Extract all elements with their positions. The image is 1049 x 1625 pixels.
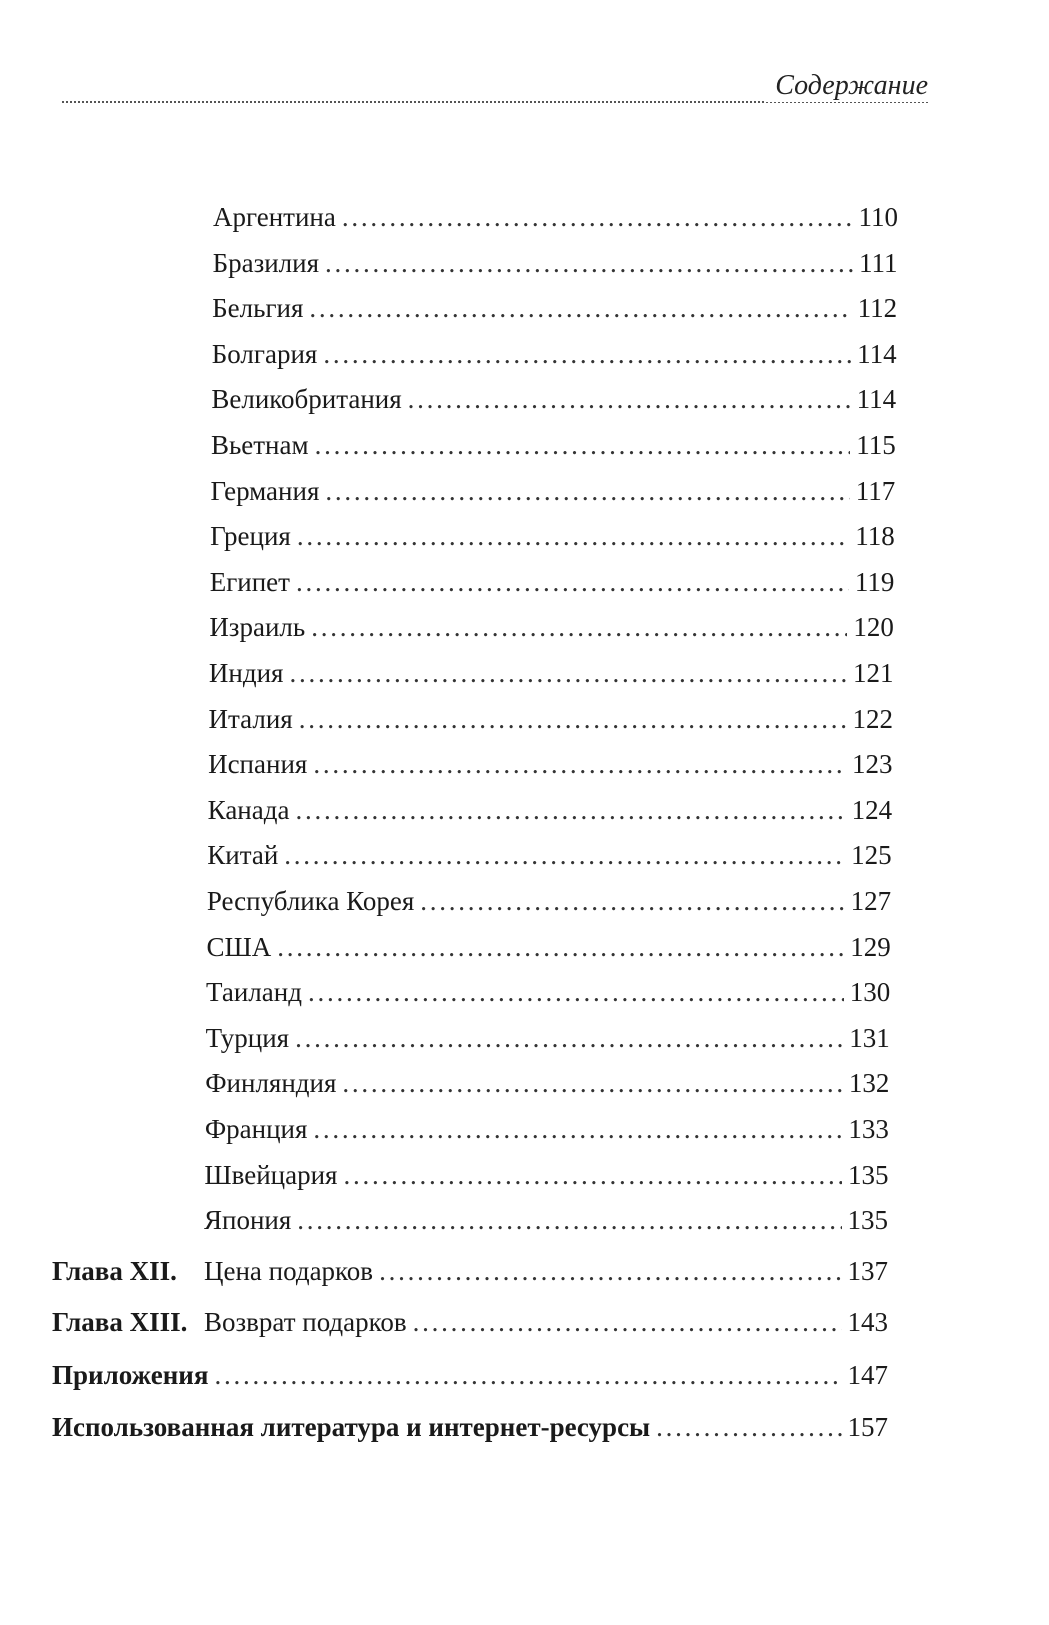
entry-title: Израиль bbox=[209, 612, 306, 643]
entry-page-number: 115 bbox=[856, 430, 896, 460]
leader-dots bbox=[295, 793, 845, 827]
entry-title: Италия bbox=[208, 703, 293, 734]
toc-entry-country bbox=[211, 382, 896, 416]
entry-title: Вьетнам bbox=[210, 430, 309, 460]
entry-page-number: 120 bbox=[853, 612, 894, 643]
toc-entry-country bbox=[204, 1203, 888, 1237]
entry-page-number: 119 bbox=[854, 566, 895, 597]
leader-dots bbox=[308, 975, 844, 1009]
entry-page-number: 143 bbox=[847, 1307, 888, 1337]
leader-dots bbox=[379, 1254, 841, 1288]
entry-title: Швейцария bbox=[204, 1159, 338, 1190]
leader-dots bbox=[296, 565, 849, 599]
leader-dots bbox=[289, 656, 846, 690]
toc-entry-country bbox=[212, 337, 897, 371]
toc-entry-country bbox=[205, 1066, 889, 1100]
leader-dots bbox=[309, 291, 851, 325]
entry-title: Турция bbox=[205, 1022, 290, 1053]
entry-page-number: 137 bbox=[847, 1256, 888, 1286]
toc-entry-country bbox=[213, 246, 898, 280]
entry-page-number: 127 bbox=[850, 886, 892, 916]
entry-page-number: 114 bbox=[856, 384, 897, 415]
entry-title: Франция bbox=[204, 1114, 308, 1144]
entry-page-number: 135 bbox=[847, 1205, 888, 1236]
leader-dots bbox=[325, 474, 849, 508]
entry-title: Испания bbox=[208, 749, 308, 780]
entry-title: Приложения bbox=[52, 1360, 209, 1390]
entry-page-number: 132 bbox=[848, 1068, 890, 1099]
entry-page-number: 129 bbox=[850, 931, 891, 962]
leader-dots bbox=[284, 838, 845, 872]
entry-title: США bbox=[206, 931, 272, 962]
leader-dots bbox=[277, 930, 844, 964]
toc-entry-country bbox=[209, 702, 894, 736]
toc-entry-country bbox=[213, 200, 898, 234]
entry-page-number: 125 bbox=[851, 840, 892, 871]
leader-dots bbox=[297, 519, 849, 553]
entry-title: Германия bbox=[210, 475, 320, 506]
entry-title: Индия bbox=[208, 658, 284, 688]
toc-entry-country bbox=[206, 975, 890, 1009]
toc-entry-country bbox=[207, 884, 891, 918]
entry-page-number: 111 bbox=[859, 247, 898, 278]
entry-page-number: 110 bbox=[858, 202, 898, 232]
entry-page-number: 122 bbox=[852, 703, 893, 734]
toc-entry-country bbox=[211, 428, 896, 462]
leader-dots bbox=[311, 610, 847, 644]
entry-title: Республика Корея bbox=[206, 886, 415, 916]
entry-page-number: 121 bbox=[852, 658, 894, 688]
toc-entry-country bbox=[209, 656, 894, 690]
toc-entry-country bbox=[211, 474, 896, 508]
leader-dots bbox=[299, 702, 847, 736]
entry-page-number: 131 bbox=[849, 1022, 890, 1053]
chapter-prefix: Глава XIII. bbox=[52, 1307, 188, 1337]
entry-title: Цена подарков bbox=[204, 1256, 374, 1286]
entry-page-number: 118 bbox=[855, 521, 895, 552]
entry-title: Япония bbox=[204, 1205, 292, 1236]
leader-dots bbox=[313, 747, 846, 781]
leader-dots bbox=[413, 1305, 842, 1339]
toc-entry-country bbox=[210, 519, 895, 553]
entry-page-number: 130 bbox=[849, 977, 891, 1008]
entry-page-number: 123 bbox=[852, 749, 893, 780]
toc-entry-country bbox=[205, 1112, 889, 1146]
entry-title: Использованная литература и интернет-ресурсы bbox=[52, 1412, 651, 1442]
leader-dots bbox=[343, 1158, 841, 1192]
entry-page-number: 135 bbox=[847, 1159, 889, 1190]
toc-entry-country bbox=[206, 930, 890, 964]
leader-dots bbox=[315, 428, 851, 462]
entry-title: Бельгия bbox=[212, 293, 304, 324]
leader-dots bbox=[323, 337, 851, 371]
entry-page-number: 114 bbox=[857, 338, 897, 369]
toc-entry-country bbox=[208, 793, 892, 827]
running-head bbox=[62, 70, 928, 110]
entry-title: Канада bbox=[207, 794, 290, 825]
leader-dots bbox=[342, 1066, 842, 1100]
toc-entry-country bbox=[207, 838, 891, 872]
entry-title: Египет bbox=[209, 566, 290, 597]
toc-entry-country bbox=[208, 747, 892, 781]
toc-entry-country bbox=[210, 565, 895, 599]
entry-page-number: 147 bbox=[847, 1360, 888, 1390]
entry-title: Таиланд bbox=[206, 977, 302, 1008]
chapter-prefix: Глава XII. bbox=[52, 1256, 177, 1286]
toc-entry-chapter bbox=[52, 1305, 888, 1339]
running-title: Содержание bbox=[765, 70, 928, 102]
entry-title: Бразилия bbox=[212, 247, 320, 278]
toc-entry-country bbox=[212, 291, 897, 325]
leader-dots bbox=[408, 382, 851, 416]
entry-page-number: 117 bbox=[855, 475, 896, 506]
entry-title: Греция bbox=[210, 521, 291, 552]
toc-entry-section bbox=[52, 1410, 888, 1444]
entry-title: Китай bbox=[207, 840, 279, 871]
entry-title: Финляндия bbox=[205, 1068, 337, 1099]
leader-dots bbox=[297, 1203, 841, 1237]
toc-entry-section bbox=[52, 1358, 888, 1392]
toc-entry-chapter bbox=[52, 1254, 888, 1288]
toc-entry-country bbox=[206, 1021, 890, 1055]
entry-page-number: 124 bbox=[851, 794, 893, 825]
entry-title: Аргентина bbox=[213, 202, 336, 232]
entry-title: Великобритания bbox=[211, 384, 402, 415]
entry-title: Болгария bbox=[211, 338, 318, 369]
leader-dots bbox=[420, 884, 844, 918]
leader-dots bbox=[295, 1021, 843, 1055]
toc-entry-country bbox=[209, 610, 894, 644]
entry-page-number: 157 bbox=[847, 1412, 888, 1442]
entry-page-number: 112 bbox=[857, 293, 898, 324]
entry-title: Возврат подарков bbox=[204, 1307, 407, 1337]
toc-entry-country bbox=[204, 1158, 888, 1192]
leader-dots bbox=[325, 246, 853, 280]
entry-page-number: 133 bbox=[848, 1114, 889, 1144]
leader-dots bbox=[342, 200, 853, 234]
leader-dots bbox=[656, 1410, 841, 1444]
leader-dots bbox=[214, 1358, 841, 1392]
leader-dots bbox=[313, 1112, 842, 1146]
